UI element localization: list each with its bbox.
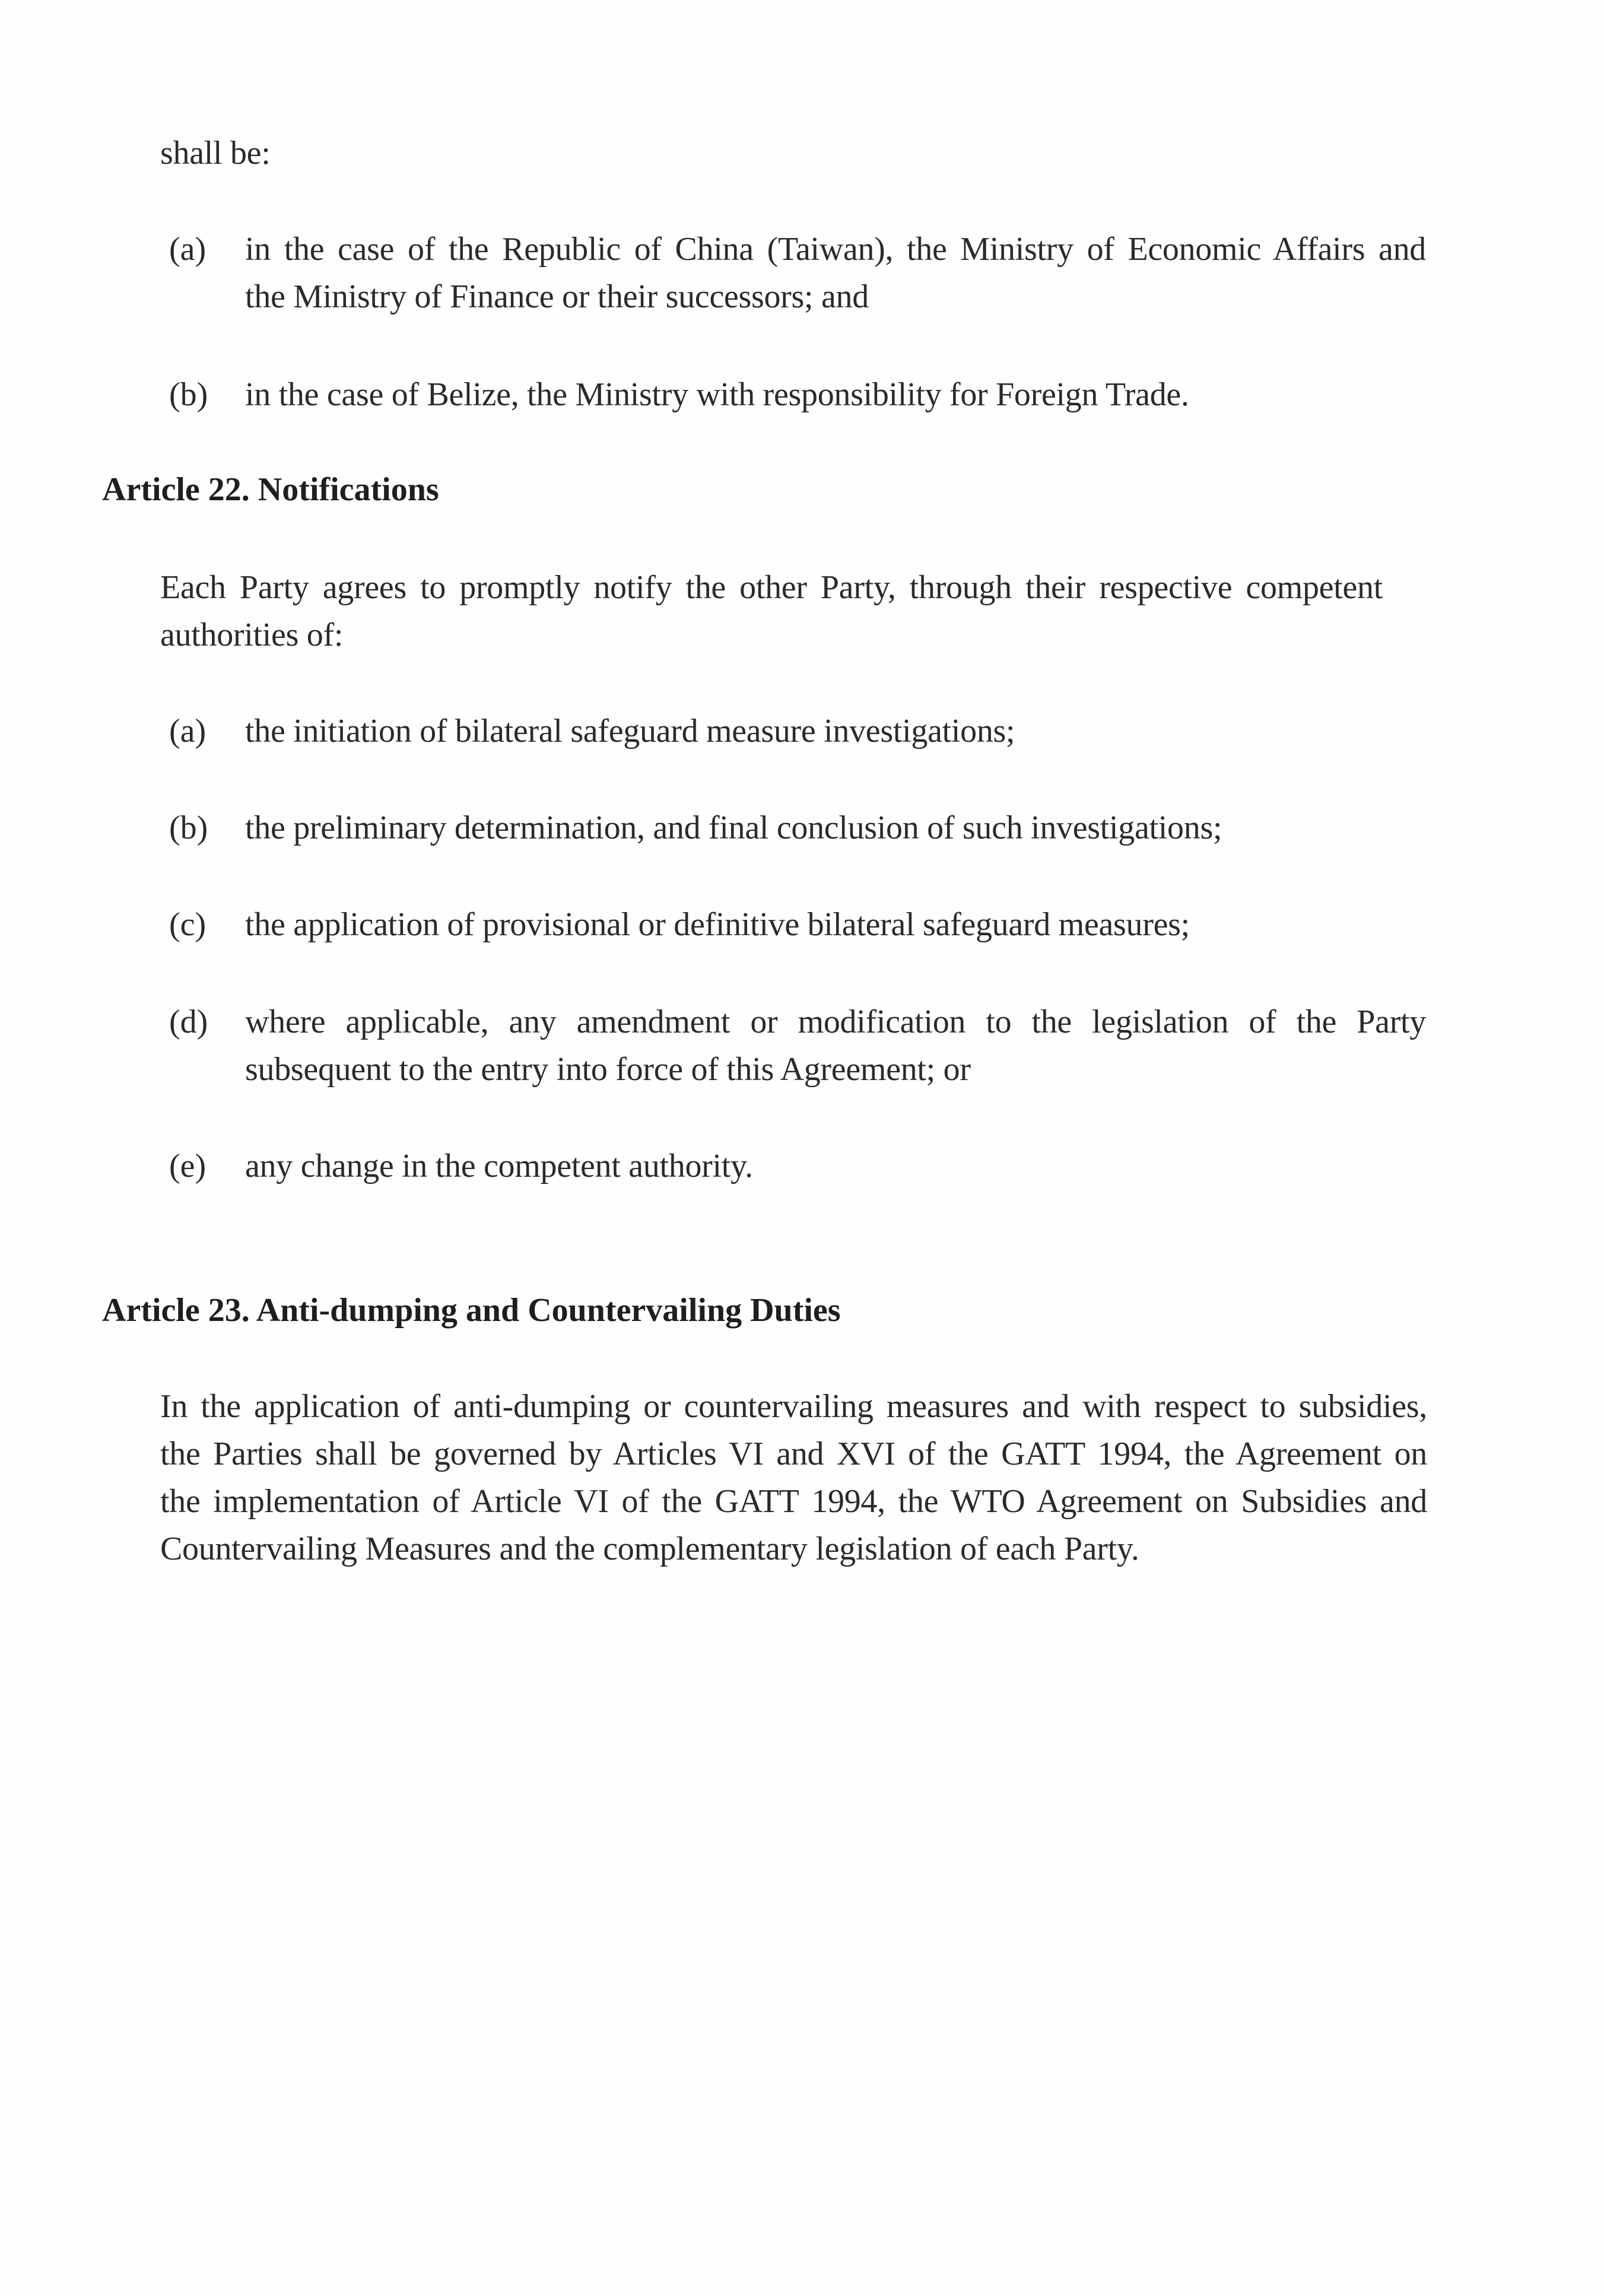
authority-a-line-1: in the case of the Republic of China (Taiwan), the Ministry of Economic Affairs and [245, 231, 1426, 268]
notification-e-text: any change in the competent authority. [245, 1148, 753, 1184]
article-23-line-4: Countervailing Measures and the complementary legislation of each Party. [160, 1530, 1139, 1567]
notification-d-line-1: where applicable, any amendment or modification to the legislation of the Party [245, 1003, 1426, 1040]
authority-b-line-1: in the case of Belize, the Ministry with responsibility for Foreign Trade. [245, 376, 1189, 413]
article-23-heading: Article 23. Anti-dumping and Countervailing Duties [102, 1292, 841, 1329]
article-22-intro-line-1: Each Party agrees to promptly notify the other Party, through their respective competent [160, 569, 1383, 606]
article-23-line-1: In the application of anti-dumping or countervailing measures and with respect to subsidies, [160, 1388, 1427, 1425]
notification-b-label: (b) [169, 809, 208, 846]
authority-a-line-2: the Ministry of Finance or their successors; and [245, 278, 869, 315]
authority-a-label: (a) [169, 231, 207, 268]
notification-a-text: the initiation of bilateral safeguard measure investigations; [245, 713, 1015, 750]
notification-b-text: the preliminary determination, and final conclusion of such investigations; [245, 809, 1222, 846]
article-23-line-3: the implementation of Article VI of the GATT 1994, the WTO Agreement on Subsidies and [160, 1483, 1427, 1520]
article-22-heading: Article 22. Notifications [102, 471, 439, 508]
intro-text: shall be: [160, 135, 271, 172]
notification-d-label: (d) [169, 1003, 208, 1040]
notification-c-label: (c) [169, 906, 207, 943]
article-23-line-2: the Parties shall be governed by Articles VI and XVI of the GATT 1994, the Agreement on [160, 1436, 1427, 1472]
notification-c-text: the application of provisional or definitive bilateral safeguard measures; [245, 906, 1190, 943]
notification-e-label: (e) [169, 1148, 207, 1184]
authority-b-label: (b) [169, 376, 208, 413]
article-22-intro-line-2: authorities of: [160, 617, 344, 653]
notification-d-line-2: subsequent to the entry into force of this Agreement; or [245, 1051, 971, 1088]
notification-a-label: (a) [169, 713, 207, 750]
